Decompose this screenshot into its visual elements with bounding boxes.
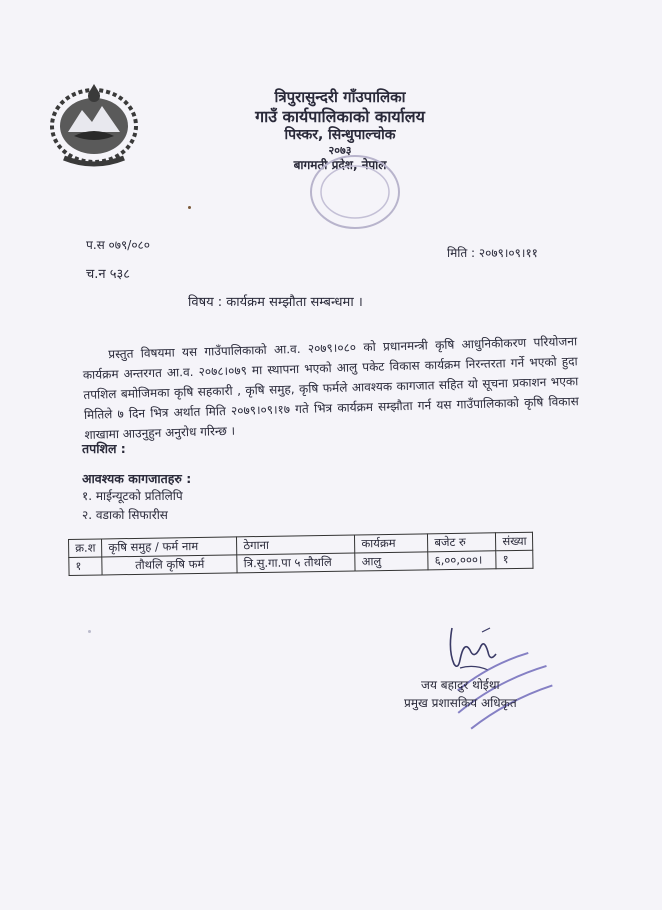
patra-sankhya: प.स ०७९/०८० bbox=[86, 238, 151, 252]
table-cell: १ bbox=[69, 557, 103, 576]
table-cell: १ bbox=[496, 550, 533, 569]
signatory-block bbox=[404, 676, 517, 712]
table-cell: आलु bbox=[355, 552, 428, 571]
col-header: क्र.श bbox=[69, 539, 103, 558]
list-item: १. माईन्यूटको प्रतिलिपि bbox=[82, 489, 183, 503]
letter-body bbox=[82, 331, 580, 445]
established-year: २०७३ bbox=[328, 144, 352, 158]
speck bbox=[88, 630, 91, 633]
office-address: पिस्कर, सिन्धुपाल्चोक bbox=[284, 126, 396, 143]
subject-line: विषय : कार्यक्रम सम्झौता सम्बन्धमा । bbox=[188, 295, 363, 310]
list-item: २. वडाको सिफारीस bbox=[82, 508, 168, 522]
signatory-name: जय बहादुर थोईथा bbox=[421, 678, 500, 692]
col-header: कार्यक्रम bbox=[355, 534, 428, 553]
documents-list bbox=[82, 487, 183, 525]
col-header: संख्या bbox=[496, 532, 533, 551]
province-country: बागमती प्रदेश, नेपाल bbox=[293, 158, 387, 172]
table-cell: ६,००,०००। bbox=[428, 551, 496, 570]
col-header: बजेट रु bbox=[428, 533, 496, 552]
table-cell: तौथलि कृषि फर्म bbox=[102, 555, 237, 575]
tapsil-label: तपशिल : bbox=[82, 441, 126, 456]
municipality-name: त्रिपुरासुन्दरी गाँउपालिका bbox=[274, 88, 406, 106]
signatory-designation: प्रमुख प्रशासकिय अधिकृत bbox=[404, 696, 517, 710]
col-header: कृषि समुह / फर्म नाम bbox=[102, 537, 237, 557]
documents-title: आवश्यक कागजातहरु : bbox=[82, 471, 192, 486]
letter-date: मिति : २०७९।०९।११ bbox=[447, 246, 538, 260]
body-paragraph: प्रस्तुत विषयमा यस गाउँपालिकाको आ.व. २०७९।०८० को प्रधानमन्त्री कृषि आधुनिकीकरण परियोजना कार्यक्रम अन्तरगत आ.व. २०७८।०७९ मा स्थापना भएको आलु पकेट विकास कार्यक्रम निरन्तरता गर्ने भएको हुदा तपशिल बमोजिमका कृषि सहकारी , कृषि समुह, कृषि फर्मले आवश्यक कागजात सहित यो सूचना प्रकाशन भएका मितिले ७ दिन भित्र अर्थात मिति २०७९।०९।१७ गते भित्र कार्यक्रम सम्झौता गर्न यस गाउँपालिकाको कृषि विकास शाखामा आउनुहुन अनुरोध गरिन्छ । bbox=[82, 334, 579, 442]
chalani-number: च.न ५३८ bbox=[86, 267, 131, 282]
office-name: गाउँ कार्यपालिकाको कार्यालय bbox=[255, 106, 425, 126]
col-header: ठेगाना bbox=[237, 535, 355, 555]
office-seal-stamp bbox=[305, 150, 405, 235]
nepal-emblem-logo bbox=[44, 80, 144, 168]
program-table bbox=[68, 532, 534, 576]
speck bbox=[188, 206, 191, 209]
table-cell: त्रि.सु.गा.पा ५ तौथलि bbox=[237, 553, 355, 573]
